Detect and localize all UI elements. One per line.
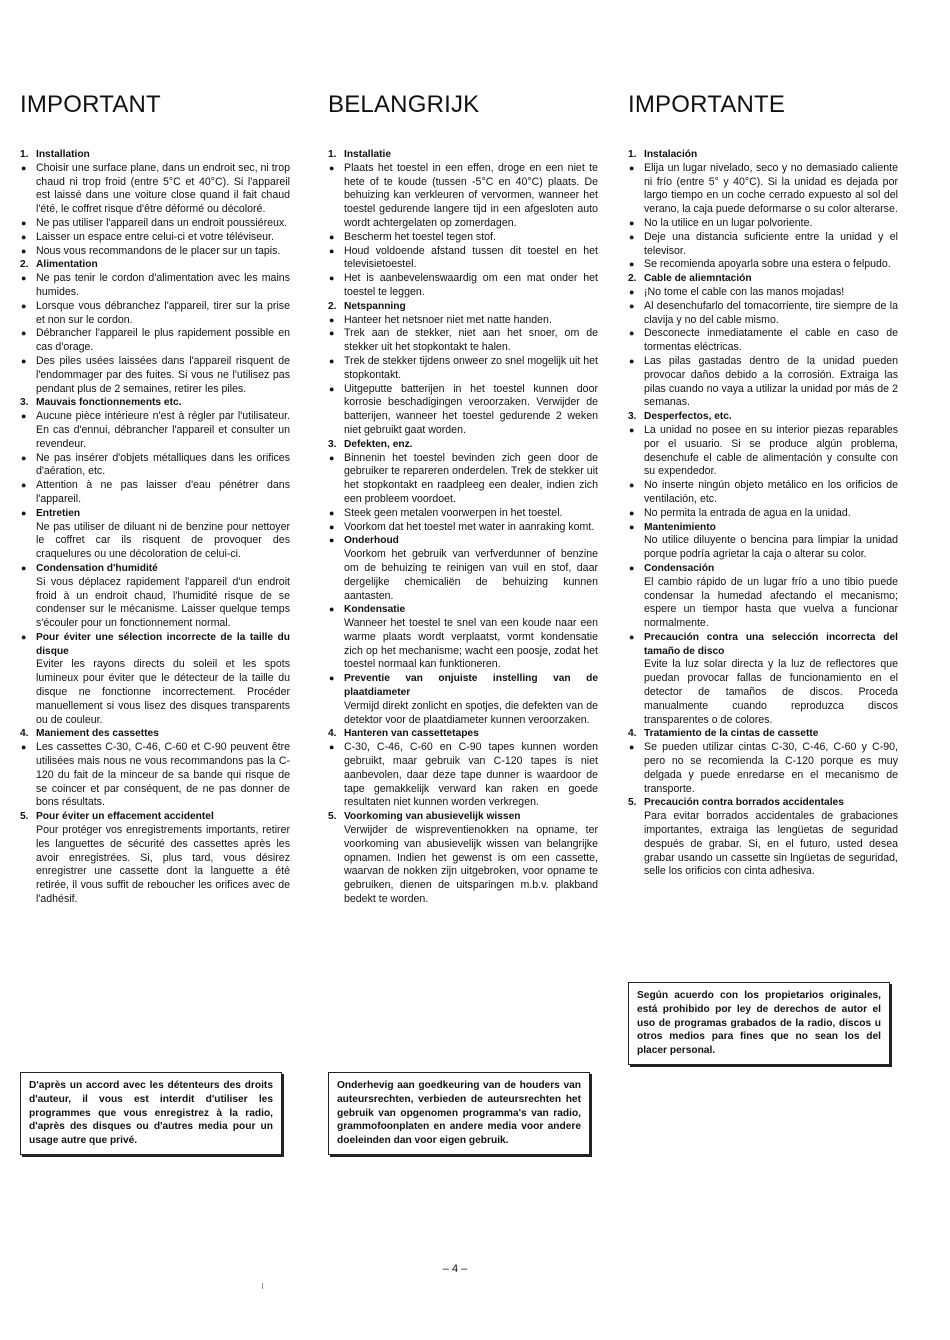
list-item: [328, 383, 598, 438]
item-text: Ne pas utiliser l'appareil dans un endroit poussiéreux.: [36, 216, 288, 229]
item-text: Hanteer het netsnoer niet met natte handen.: [344, 313, 552, 326]
list-item: [628, 631, 898, 728]
bullet-dot-icon: ●: [21, 245, 27, 256]
sections: [628, 148, 898, 879]
bullet-dot-icon: ●: [329, 383, 335, 394]
bullet-dot-icon: ●: [629, 507, 635, 518]
item-text: Voorkom het gebruik van verfverdunner of benzine om de behuizing te reinigen van vuil en stof, daar dergelijke chemicaliën de behuizing kunnen aantasten.: [344, 548, 598, 602]
item-text: Se recomienda apoyarla sobre una estera o felpudo.: [644, 258, 891, 271]
bullet-dot-icon: ●: [21, 742, 27, 753]
column-title: IMPORTANTE: [628, 91, 786, 118]
item-text: No permita la entrada de agua en la unidad.: [644, 506, 851, 519]
section-heading: [628, 272, 898, 286]
section-heading-text: Defekten, enz.: [344, 438, 413, 450]
section-number: 2.: [328, 300, 337, 312]
list-item: [20, 231, 290, 245]
section-heading-text: Pour éviter un effacement accidentel: [36, 811, 214, 823]
list-item: [328, 672, 598, 727]
list-item: [20, 327, 290, 355]
column-spanish: [628, 92, 898, 879]
bullet-dot-icon: ●: [329, 328, 335, 339]
item-text: Trek aan de stekker, niet aan het snoer, om de stekker uit het stopkontakt te halen.: [344, 327, 598, 354]
item-text: Wanneer het toestel te snel van een koude naar een warme plaats wordt verplaatst, vormt kondensatie zich op het mechanisme; wacht een poosje, zodat het toestel normaal kan funktioneren.: [344, 617, 598, 671]
section-heading-text: Voorkoming van abusievelijk wissen: [344, 811, 521, 823]
list-item: [628, 162, 898, 217]
list-item: [20, 217, 290, 231]
item-text: Les cassettes C-30, C-46, C-60 et C-90 peuvent être utilisées mais nous ne vous recommandons pas la C-120 du fait de la minceur de sa bande qui risque de se coincer et par conséquent, de ne pas donner de bons résultats.: [36, 741, 290, 809]
section-heading-text: Hanteren van cassettetapes: [344, 728, 479, 740]
list-item: [20, 162, 290, 217]
bullet-dot-icon: ●: [329, 355, 335, 366]
list-item: [20, 741, 290, 810]
copyright-notice-dutch: Onderhevig aan goedkeuring van de houders van auteursrechten, verbieden de auteursrechten het gebruik van opgenomen programma's van radio, grammofoonplaten en andere media voor andere doeleinden dan voor eigen gebruik.: [328, 1072, 590, 1155]
section-heading: [20, 810, 290, 824]
section-heading-text: Installatie: [344, 149, 391, 160]
section-heading: [328, 148, 598, 162]
item-text: Het is aanbevelenswaardig om een mat onder het toestel te leggen.: [344, 272, 598, 298]
item-subheading: Onderhoud: [344, 535, 399, 547]
list-item: [328, 272, 598, 300]
item-text: No utilice diluyente o bencina para limpiar la unidad porque podría agrietar la caja o alterar su color.: [644, 534, 898, 561]
section-heading: [20, 258, 290, 272]
bullet-dot-icon: ●: [329, 231, 335, 242]
list-item: [328, 507, 598, 521]
bullet-dot-icon: ●: [629, 424, 635, 435]
bullet-dot-icon: ●: [329, 521, 335, 532]
item-text: Des piles usées laissées dans l'appareil risquent de l'endommager par des fuites. Si vous ne l'utilisez pas pendant plus de 2 semaines, retirer les piles.: [36, 354, 290, 395]
section-heading-text: Installation: [36, 149, 90, 160]
item-text: Binnenin het toestel bevinden zich geen door de gebruiker te repareren onderdelen. Trek de stekker uit het stopkontakt en raadpleeg een dealer, indien zich een probleem voordoet.: [344, 451, 598, 505]
list-item: [628, 479, 898, 507]
bullet-dot-icon: ●: [21, 355, 27, 366]
item-text: ¡No tome el cable con las manos mojadas!: [644, 285, 845, 298]
bullet-dot-icon: ●: [629, 742, 635, 753]
item-text: Houd voldoende afstand tussen dit toestel en het televisietoestel.: [344, 244, 598, 271]
list-item: [328, 521, 598, 535]
bullet-dot-icon: ●: [21, 162, 27, 173]
list-item: [328, 534, 598, 603]
bullet-dot-icon: ●: [329, 535, 335, 546]
item-text: Nous vous recommandons de le placer sur un tapis.: [36, 244, 281, 257]
item-text: Uitgeputte batterijen in het toestel kunnen door korrosie beschadigingen veroorzaken. Verwijder de batterijen, wanneer het toestel gedurende 2 weken niet gebruikt gaat worden.: [344, 382, 598, 436]
list-item: [20, 452, 290, 480]
list-item: [628, 231, 898, 259]
bullet-dot-icon: ●: [21, 562, 27, 573]
bullet-dot-icon: ●: [21, 328, 27, 339]
list-item: [328, 603, 598, 672]
list-item: [20, 507, 290, 562]
list-item: [328, 245, 598, 273]
item-text: Se pueden utilizar cintas C-30, C-46, C-60 y C-90, pero no se recomienda la C-120 porque es muy delgada y puede enredarse en el mecanismo de transporte.: [644, 741, 898, 795]
section-number: 3.: [328, 438, 337, 450]
list-item: [20, 245, 290, 259]
item-text: Ne pas utiliser de diluant ni de benzine pour nettoyer le coffret car ils risquent de provoquer des craquelures ou une décoloration de celui-ci.: [36, 520, 290, 561]
column-french: [20, 92, 290, 907]
bullet-dot-icon: ●: [21, 231, 27, 242]
item-text: Las pilas gastadas dentro de la unidad pueden provocar daños debido a la corrosión. Extraiga las pilas cuando no vaya a utilizar la unidad por más de 2 semanas.: [644, 354, 898, 409]
list-item: [628, 562, 898, 631]
list-item: [20, 272, 290, 300]
item-text: C-30, C-46, C-60 en C-90 tapes kunnen worden gebruikt, maar gebruik van C-120 tapes is niet aanbevolen, daar deze tape dunner is waardoor de tape gemakkelijk verward kan raken en goede resultaten niet kunnen worden verkregen.: [344, 741, 598, 809]
section-number: 1.: [628, 149, 637, 160]
list-item: [628, 327, 898, 355]
section-number: 3.: [628, 411, 637, 423]
item-text: Voorkom dat het toestel met water in aanraking komt.: [344, 520, 595, 533]
item-text: El cambio rápido de un lugar frío a uno tibio puede condensar la humedad afectando el mecanismo; espere un tiempor hasta que vuelva a funcionar normalmente.: [644, 575, 898, 630]
section-heading-text: Precaución contra borrados accidentales: [644, 797, 844, 809]
list-item: [328, 355, 598, 383]
section-heading: [20, 396, 290, 410]
item-text: Vermijd direkt zonlicht en spotjes, die defekten van de detektor voor de plaatdiameter kunnen veroorzaken.: [344, 699, 598, 726]
section-number: 4.: [20, 728, 29, 740]
bullet-dot-icon: ●: [629, 631, 635, 642]
list-item: [628, 424, 898, 479]
item-text: Ne pas tenir le cordon d'alimentation avec les mains humides.: [36, 272, 290, 298]
section-heading: [628, 727, 898, 741]
bullet-dot-icon: ●: [21, 631, 27, 642]
list-item: [328, 741, 598, 810]
column-title: BELANGRIJK: [328, 91, 480, 118]
list-item: [628, 741, 898, 796]
item-text: Aucune pièce intérieure n'est à régler par l'utilisateur. En cas d'ennui, débrancher l'appareil et consulter un revendeur.: [36, 410, 290, 450]
section-heading-text: Maniement des cassettes: [36, 728, 159, 740]
column-dutch: [328, 92, 598, 907]
item-text: Deje una distancia suficiente entre la unidad y el televisor.: [644, 230, 898, 257]
section-heading: [328, 300, 598, 314]
item-text: No la utilice en un lugar polvoriente.: [644, 216, 813, 229]
item-text: Si vous déplacez rapidement l'appareil d'un endroit froid à un endroit chaud, l'humidité risque de se condenser sur le mécanisme. Laisser quelque temps s'écouler pour un fonctionnement normal.: [36, 575, 290, 630]
item-subheading: Entretien: [36, 507, 81, 519]
list-item: [628, 355, 898, 410]
section-heading-text: Alimentation: [36, 259, 98, 271]
section-number: 2.: [20, 259, 29, 271]
item-subheading: Condensation d'humidité: [36, 562, 158, 574]
item-text: Lorsque vous débranchez l'appareil, tirer sur la prise et non sur le cordon.: [36, 299, 290, 326]
bullet-dot-icon: ●: [329, 507, 335, 518]
item-text: Attention à ne pas laisser d'eau pénétrer dans l'appareil.: [36, 479, 290, 505]
list-item: [20, 300, 290, 328]
item-text: Plaats het toestel in een effen, droge en een niet te hete of te koude (tussen -5°C en 40°C) plaats. De behuizing kan verkleuren of vervormen, wanneer het toestel gedurende langere tijd in een afgesloten auto wordt achtergelaten op zomerdagen.: [344, 161, 598, 229]
section-body: Para evitar borrados accidentales de grabaciones importantes, extraiga las lengüetas de seguridad después de grabar. Si, en el futuro, usted desea grabar usando un cassette sin lngüetas de seguridad, selle los orificios con cinta adhesiva.: [644, 810, 898, 878]
bullet-dot-icon: ●: [21, 452, 27, 463]
section-heading-text: Instalación: [644, 149, 698, 160]
bullet-dot-icon: ●: [629, 480, 635, 491]
bullet-dot-icon: ●: [629, 286, 635, 297]
list-item: [20, 631, 290, 728]
item-text: Evite la luz solar directa y la luz de reflectores que puedan provocar fallas de funcionamiento en el detector de tamaños de discos. Proceda manualmente cuando reproduzca discos transparentes o de colores.: [644, 658, 898, 726]
list-item: [628, 258, 898, 272]
list-item: [628, 217, 898, 231]
section-number: 4.: [328, 728, 337, 740]
section-number: 4.: [628, 728, 637, 740]
section-heading: [328, 438, 598, 452]
section-heading: [328, 810, 598, 824]
bullet-dot-icon: ●: [329, 162, 335, 173]
list-item: [20, 410, 290, 451]
bullet-dot-icon: ●: [21, 411, 27, 422]
section-number: 2.: [628, 273, 637, 285]
bullet-dot-icon: ●: [329, 314, 335, 325]
item-text: Desconecte inmediatamente el cable en caso de tormentas eléctricas.: [644, 327, 898, 354]
item-text: La unidad no posee en su interior piezas reparables por el usuario. Si se produce algún problema, desenchufe el cable de alimentación y consulte con su expendedor.: [644, 423, 898, 478]
list-item: [328, 327, 598, 355]
section-heading-text: Netspanning: [344, 300, 406, 312]
margin-tick: [262, 1283, 263, 1289]
list-item: [628, 507, 898, 521]
section-body: Verwijder de wispreventienokken na opname, ter voorkoming van abusievelijk wissen van belangrijke opnamen. Indien het gewenst is om een cassette, waarvan de nokken zijn uitgebroken, voor opname te gebruiken, dienen de uitsparingen m.b.v. plakband bedekt te worden.: [344, 824, 598, 906]
section-number: 1.: [328, 149, 337, 160]
column-title: IMPORTANT: [20, 91, 161, 118]
item-text: Laisser un espace entre celui-ci et votre téléviseur.: [36, 230, 274, 243]
section-number: 5.: [628, 797, 637, 809]
section-heading-text: Mauvais fonctionnements etc.: [36, 397, 182, 409]
bullet-dot-icon: ●: [21, 273, 27, 284]
bullet-dot-icon: ●: [21, 507, 27, 518]
item-text: Bescherm het toestel tegen stof.: [344, 230, 496, 243]
section-heading: [628, 148, 898, 162]
bullet-dot-icon: ●: [329, 245, 335, 256]
item-subheading: Pour éviter une sélection incorrecte de la taille du disque: [36, 631, 290, 657]
list-item: [628, 521, 898, 562]
list-item: [628, 300, 898, 328]
sections: [20, 148, 290, 907]
item-subheading: Kondensatie: [344, 604, 406, 616]
bullet-dot-icon: ●: [629, 355, 635, 366]
list-item: [20, 355, 290, 396]
bullet-dot-icon: ●: [329, 273, 335, 284]
bullet-dot-icon: ●: [21, 480, 27, 491]
bullet-dot-icon: ●: [329, 604, 335, 615]
item-text: Ne pas insérer d'objets métalliques dans les orifices d'aération, etc.: [36, 451, 290, 478]
section-heading: [20, 148, 290, 162]
item-text: Trek de stekker tijdens onweer zo snel mogelijk uit het stopkontakt.: [344, 354, 598, 381]
section-heading-text: Desperfectos, etc.: [644, 411, 732, 423]
page-number: – 4 –: [442, 1263, 468, 1275]
list-item: [328, 452, 598, 507]
bullet-dot-icon: ●: [629, 259, 635, 270]
item-subheading: Mantenimiento: [644, 521, 716, 533]
item-subheading: Condensación: [644, 562, 715, 574]
item-text: Elija un lugar nivelado, seco y no demasiado caliente ni frío (entre 5° y 40°C). Si la unidad es dejada por largo tiempo en un coche cerrado expuesto al sol del verano, la caja puede deformarse o su color alterarse.: [644, 161, 898, 216]
bullet-dot-icon: ●: [629, 521, 635, 532]
bullet-dot-icon: ●: [329, 673, 335, 684]
list-item: [628, 286, 898, 300]
copyright-notice-spanish: Según acuerdo con los propietarios originales, está prohibido por ley de derechos de autor el uso de programas grabados de la radio, discos u otros medios para fines que no sean los del placer personal.: [628, 982, 890, 1065]
item-subheading: Preventie van onjuiste instelling van de plaatdiameter: [344, 673, 598, 699]
item-text: No inserte ningún objeto metálico en los orificios de ventilación, etc.: [644, 479, 898, 505]
item-text: Al desenchufarlo del tomacorriente, tire siempre de la clavija y no del cable mismo.: [644, 299, 898, 326]
bullet-dot-icon: ●: [629, 328, 635, 339]
item-text: Choisir une surface plane, dans un endroit sec, ni trop chaud ni trop froid (entre 5°C et 40°C). Si l'appareil est laissé dans une voiture close quand il fait chaud l'été, le coffret risque d'être déformé ou décoloré.: [36, 161, 290, 216]
copyright-notice-french: D'après un accord avec les détenteurs des droits d'auteur, il vous est interdit d'utiliser les programmes que vous enregistrez à la radio, d'après des disques ou d'autres media pour un usage autre que privé.: [20, 1072, 282, 1155]
section-heading: [20, 727, 290, 741]
section-heading: [628, 796, 898, 810]
bullet-dot-icon: ●: [629, 300, 635, 311]
section-number: 5.: [328, 811, 337, 823]
bullet-dot-icon: ●: [329, 742, 335, 753]
section-number: 3.: [20, 397, 29, 409]
bullet-dot-icon: ●: [21, 300, 27, 311]
section-heading: [628, 410, 898, 424]
section-body: Pour protéger vos enregistrements importants, retirer les languettes de sécurité des cassettes après les avoir enregistrées. Si, plus tard, vous désirez enregistrer une cassette dont la languette a été retirée, il vous suffit de reboucher les orifices avec de l'adhésif.: [36, 824, 290, 906]
section-heading-text: Tratamiento de la cintas de cassette: [644, 728, 819, 740]
bullet-dot-icon: ●: [629, 162, 635, 173]
list-item: [328, 314, 598, 328]
bullet-dot-icon: ●: [21, 217, 27, 228]
bullet-dot-icon: ●: [629, 562, 635, 573]
item-subheading: Precaución contra una selección incorrecta del tamaño de disco: [644, 631, 898, 657]
section-heading-text: Cable de aliemntación: [644, 273, 752, 285]
item-text: Eviter les rayons directs du soleil et les spots lumineux pour éviter que le détecteur de la taille du disque ne fonctionne incorrectement. Procéder manuellement si vous lisez des disques transparents ou de couleur.: [36, 658, 290, 726]
bullet-dot-icon: ●: [629, 217, 635, 228]
list-item: [328, 162, 598, 231]
bullet-dot-icon: ●: [629, 231, 635, 242]
list-item: [20, 562, 290, 631]
bullet-dot-icon: ●: [329, 452, 335, 463]
sections: [328, 148, 598, 907]
item-text: Débrancher l'appareil le plus rapidement possible en cas d'orage.: [36, 327, 290, 354]
list-item: [328, 231, 598, 245]
item-text: Steek geen metalen voorwerpen in het toestel.: [344, 506, 563, 519]
section-heading: [328, 727, 598, 741]
section-number: 5.: [20, 811, 29, 823]
list-item: [20, 479, 290, 507]
section-number: 1.: [20, 149, 29, 160]
